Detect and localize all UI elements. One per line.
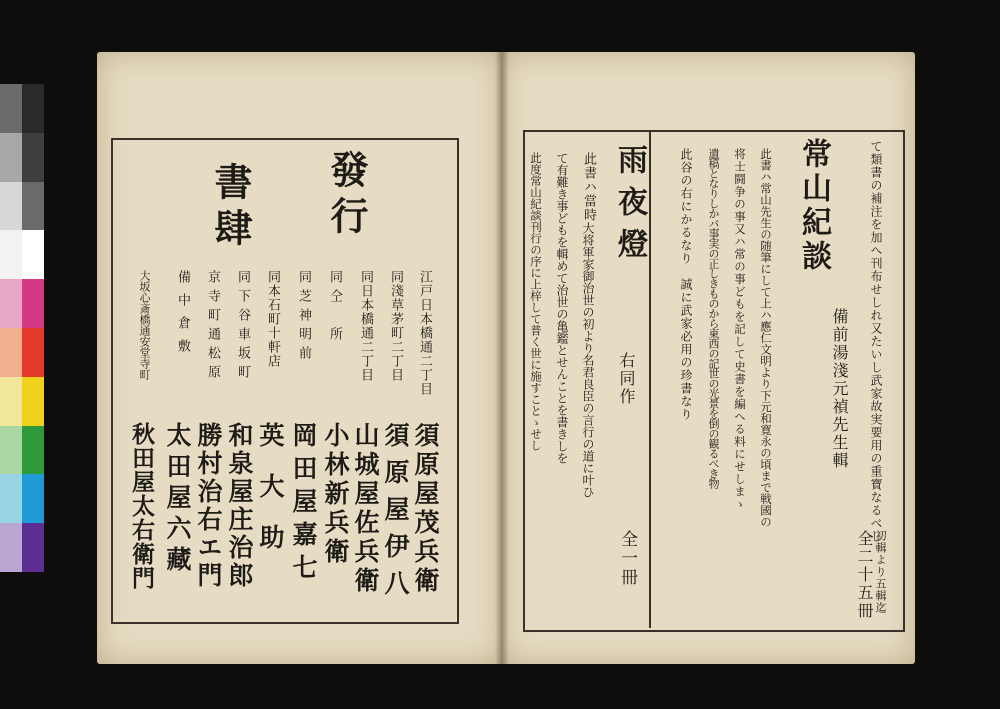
book1-desc-line-4: 此谷の右にかるなり 誠に武家必用の珍書なり [679, 148, 693, 421]
book1-volumes: 全二十五冊 [855, 530, 874, 620]
color-swatch [22, 328, 44, 377]
publisher-5: 英大助 [256, 422, 285, 575]
address-0: 江戸日本橋通二丁目 [417, 270, 432, 396]
book1-author: 備前湯淺元禎先生輯 [830, 308, 849, 470]
publisher-8: 太田屋六藏 [163, 422, 192, 577]
book2-volumes: 全一冊 [617, 530, 637, 587]
publisher-6: 和泉屋庄治郎 [225, 422, 254, 590]
address-9: 大坂心斎橋通安堂寺町 [138, 270, 151, 380]
color-swatch [0, 474, 22, 523]
address-8: 備中倉敷 [175, 270, 190, 362]
address-7: 京寺町通松原 [205, 270, 220, 384]
address-3: 同仝 所 [327, 270, 342, 346]
color-swatch [22, 377, 44, 426]
color-swatch [0, 523, 22, 572]
book1-desc-line-0: て類書の補注を加へ刊布せしれ又たいし武家故実要用の重寶なるべし [869, 140, 883, 543]
color-swatch [0, 84, 22, 133]
book2-desc-line-3: 此度常山紀談刊行の序に上梓して普く世に施すことゝせし [529, 152, 543, 451]
heading-bookshop: 書肆 [208, 162, 253, 254]
color-swatch [22, 182, 44, 231]
color-swatch [0, 182, 22, 231]
color-swatch [22, 523, 44, 572]
left-page [97, 52, 501, 664]
book2-author: 右同作 [617, 352, 636, 406]
publisher-1: 須原屋伊八 [381, 422, 410, 607]
color-swatch [0, 279, 22, 328]
address-1: 同淺草茅町二丁目 [388, 270, 403, 382]
color-swatch [0, 230, 22, 279]
heading-publish: 發行 [324, 150, 369, 242]
book1-title: 常山紀談 [796, 138, 831, 274]
publisher-9: 秋田屋太右衛門 [128, 422, 155, 590]
color-swatch [22, 84, 44, 133]
color-swatch [22, 230, 44, 279]
book1-desc-line-1: 此書ハ常山先生の随筆にして上ハ應仁文明より下元和寛永の頃まで戦國の [759, 148, 773, 528]
publisher-7: 勝村治右エ門 [194, 422, 223, 590]
book2-desc-line-2: て有難き事どもを輯めて治世の亀鑑とせんことを書きしを [555, 152, 569, 464]
address-6: 同下谷車坂町 [235, 270, 250, 384]
book2-desc-line-1: 大将軍家御治世の初より名君良臣の言行の道に叶ひ [581, 222, 595, 498]
address-2: 同日本橋通二丁目 [358, 270, 373, 382]
color-swatch [22, 133, 44, 182]
book2-desc-line-0: 此書ハ當時 [581, 152, 596, 222]
book1-desc-line-3: 遺稿となりしかバ事実の正しきものから東西の記世の光景を倒の観るべき物 [707, 148, 720, 488]
color-calibration-chart [0, 84, 44, 572]
color-swatch [22, 474, 44, 523]
publisher-3: 小林新兵衛 [321, 422, 350, 567]
book2-title: 雨夜燈 [612, 144, 647, 270]
color-swatch [0, 426, 22, 475]
book-gutter [495, 52, 509, 664]
color-swatch [0, 377, 22, 426]
color-swatch [0, 328, 22, 377]
book1-volumes-note: 初輯より五輯迄 [874, 530, 887, 614]
publisher-2: 山城屋佐兵衛 [351, 422, 380, 596]
publisher-4: 岡田屋嘉七 [289, 422, 318, 587]
color-swatch [22, 279, 44, 328]
color-swatch [0, 133, 22, 182]
color-swatch [22, 426, 44, 475]
right-page [501, 52, 915, 664]
open-book [97, 52, 915, 664]
publisher-0: 須原屋茂兵衛 [411, 422, 440, 596]
address-5: 同本石町十軒店 [265, 270, 280, 368]
address-4: 同芝神明前 [296, 270, 311, 365]
book1-desc-line-2: 将士闘争の事又ハ常の事どもを記して史書を編へる料にせしまゝ [733, 148, 747, 511]
